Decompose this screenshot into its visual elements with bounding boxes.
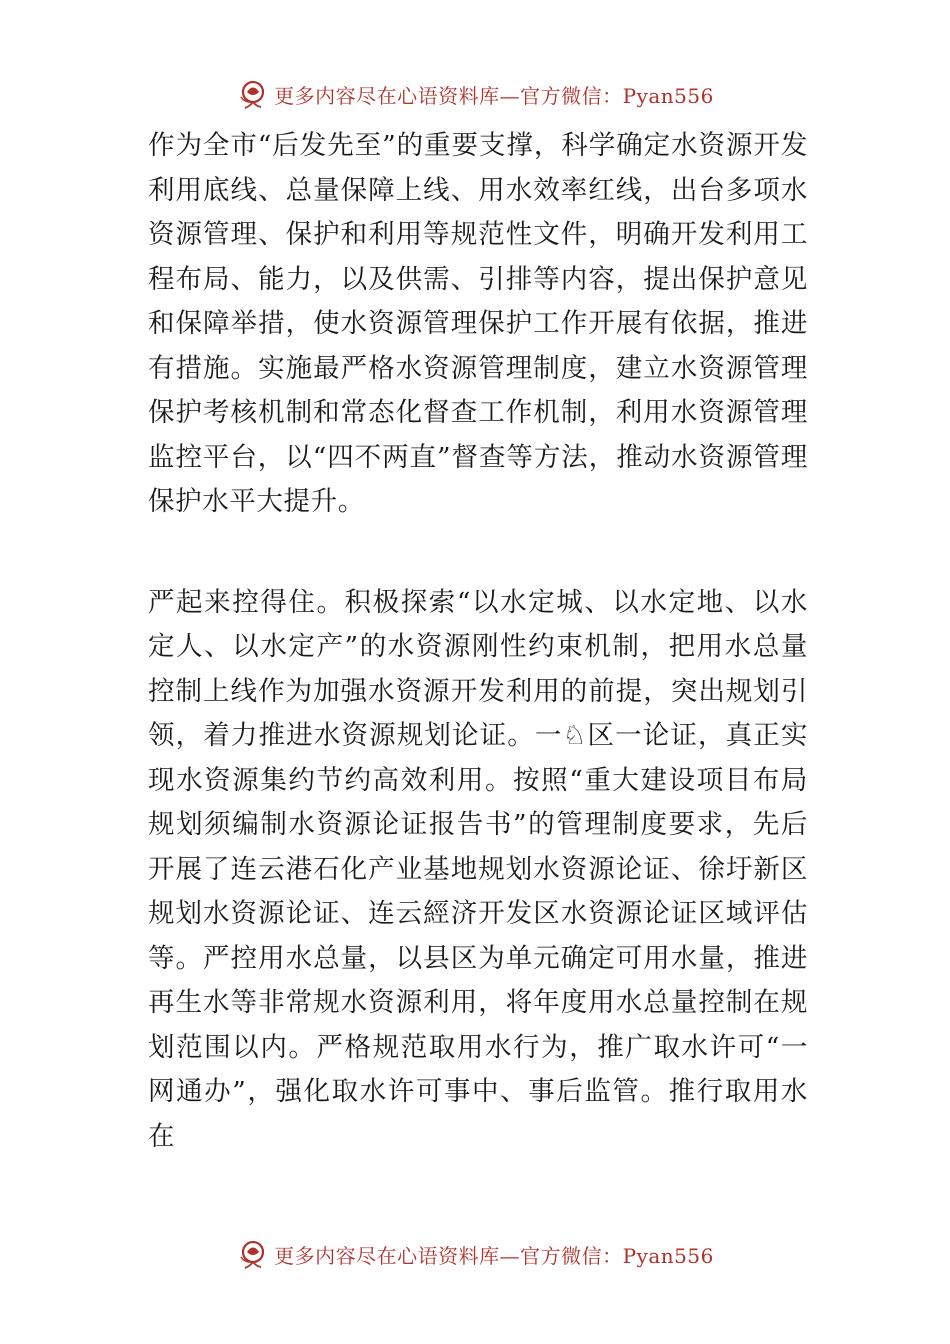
watermark-header — [0, 72, 950, 116]
paragraph: 作为全市“后发先至”的重要支撑，科学确定水资源开发利用底线、总量保障上线、用水效率红线，出台多项水资源管理、保护和利用等规范性文件，明确开发利用工程布局、能力，以及供需、引排等内容，提出保护意见和保障举措，使水资源管理保护工作开展有依据，推进有措施。实施最严格水资源管理制度，建立水资源管理保护考核机制和常态化督查工作机制，利用水资源管理监控平台，以“四不两直”督查等方法，推动水资源管理保护水平大提升。 — [148, 130, 808, 517]
watermark-text: 更多内容尽在心语资料库—官方微信：Pyan556 — [274, 1243, 714, 1268]
rose-icon — [236, 77, 270, 111]
document-body — [148, 124, 808, 1159]
watermark-text: 更多内容尽在心语资料库—官方微信：Pyan556 — [274, 83, 714, 108]
paragraph: 严起来控得住。积极探索“以水定城、以水定地、以水定人、以水定产”的水资源刚性约束机制，把用水总量控制上线作为加强水资源开发利用的前提，突出规划引领，着力推进水资源规划论证。一♘区一论证，真正实现水资源集约节约高效利用。按照“重大建设项目布局规划须编制水资源论证报告书”的管理制度要求，先后开展了连云港石化产业基地规划水资源论证、徐圩新区规划水资源论证、连云經济开发区水资源论证区域评估等。严控用水总量，以县区为单元确定可用水量，推进再生水等非常规水资源利用，将年度用水总量控制在规划范围以内。严格规范取用水行为，推广取水许可“一网通办”，强化取水许可事中、事后监管。推行取用水在 — [148, 586, 808, 1152]
watermark-footer — [0, 1232, 950, 1276]
rose-icon — [236, 1237, 270, 1271]
